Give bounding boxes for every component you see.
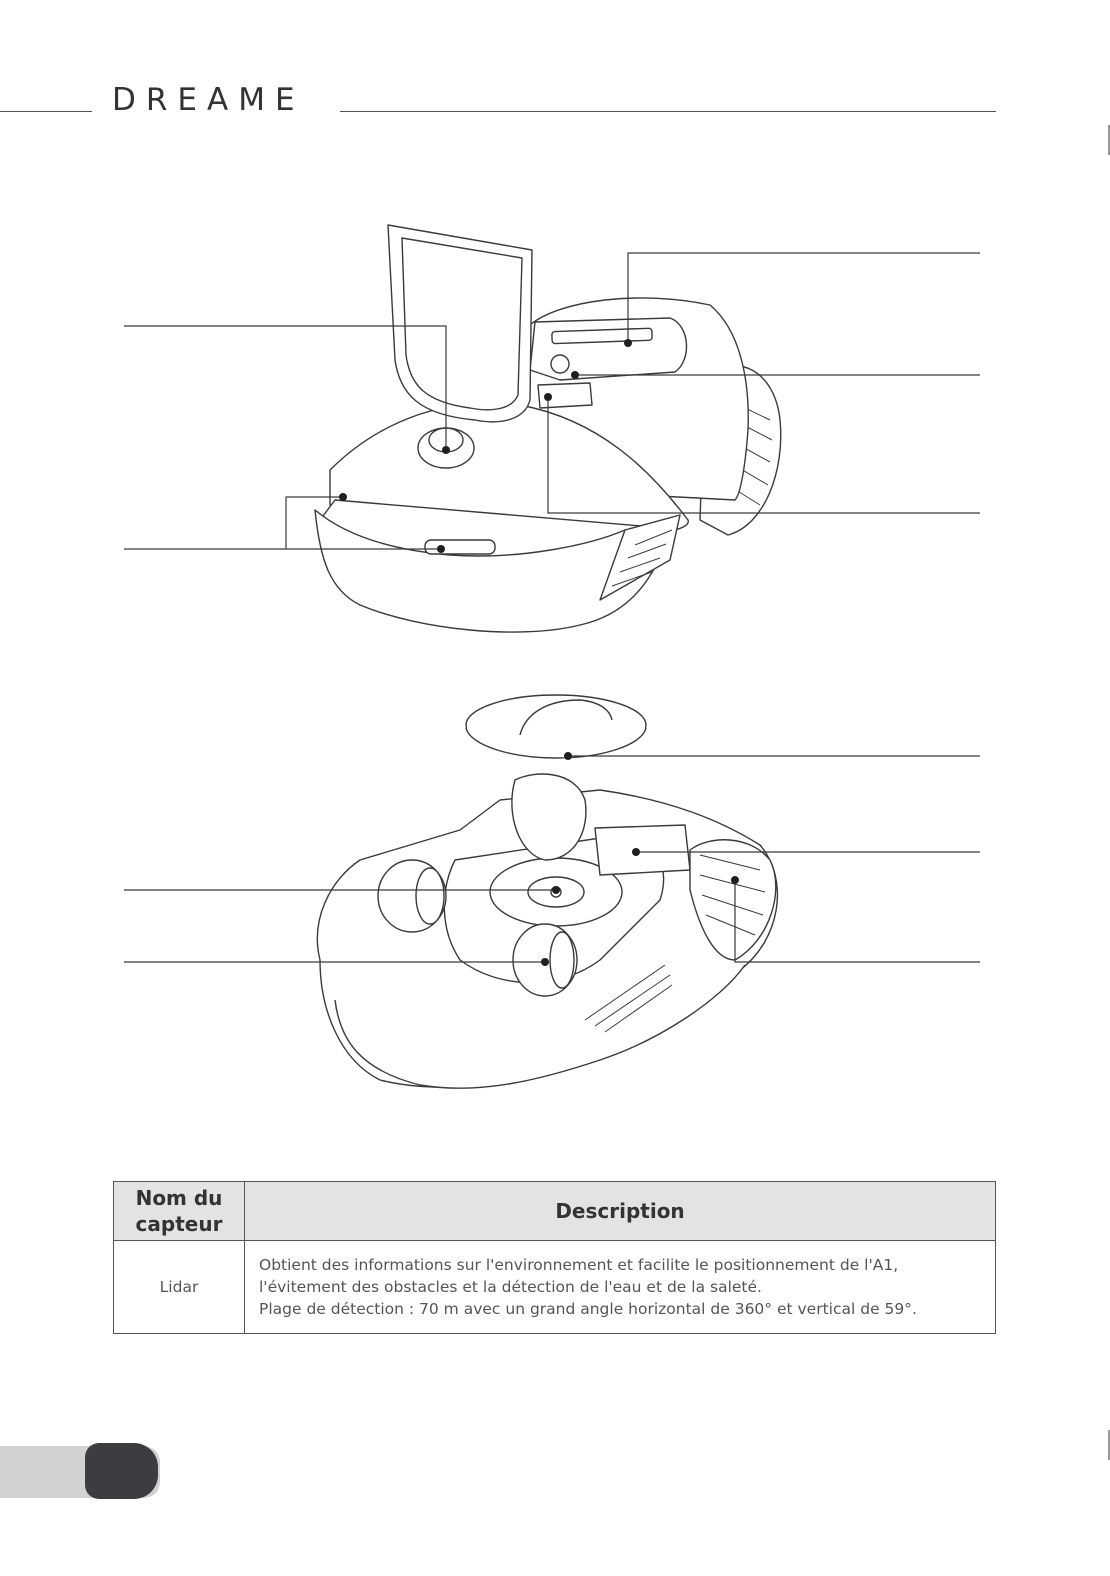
sensor-table bbox=[113, 1181, 996, 1334]
sensor-description bbox=[245, 1241, 996, 1334]
description-line: Plage de détection : 70 m avec un grand angle horizontal de 360° et vertical de 59°. bbox=[259, 1300, 917, 1318]
table-header-description: Description bbox=[245, 1182, 996, 1241]
description-line: l'évitement des obstacles et la détection de l'eau et de la saleté. bbox=[259, 1278, 762, 1296]
table-row bbox=[114, 1241, 996, 1334]
sensor-name: Lidar bbox=[114, 1241, 245, 1334]
description-line: Obtient des informations sur l'environnement et facilite le positionnement de l'A1, bbox=[259, 1256, 899, 1274]
bottom-battery-cover bbox=[595, 825, 690, 875]
table-header-name: Nom du capteur bbox=[114, 1182, 245, 1241]
page-number bbox=[85, 1443, 158, 1499]
callout-front-sensors bbox=[124, 497, 343, 549]
brand-logo: DREAME bbox=[112, 82, 305, 118]
